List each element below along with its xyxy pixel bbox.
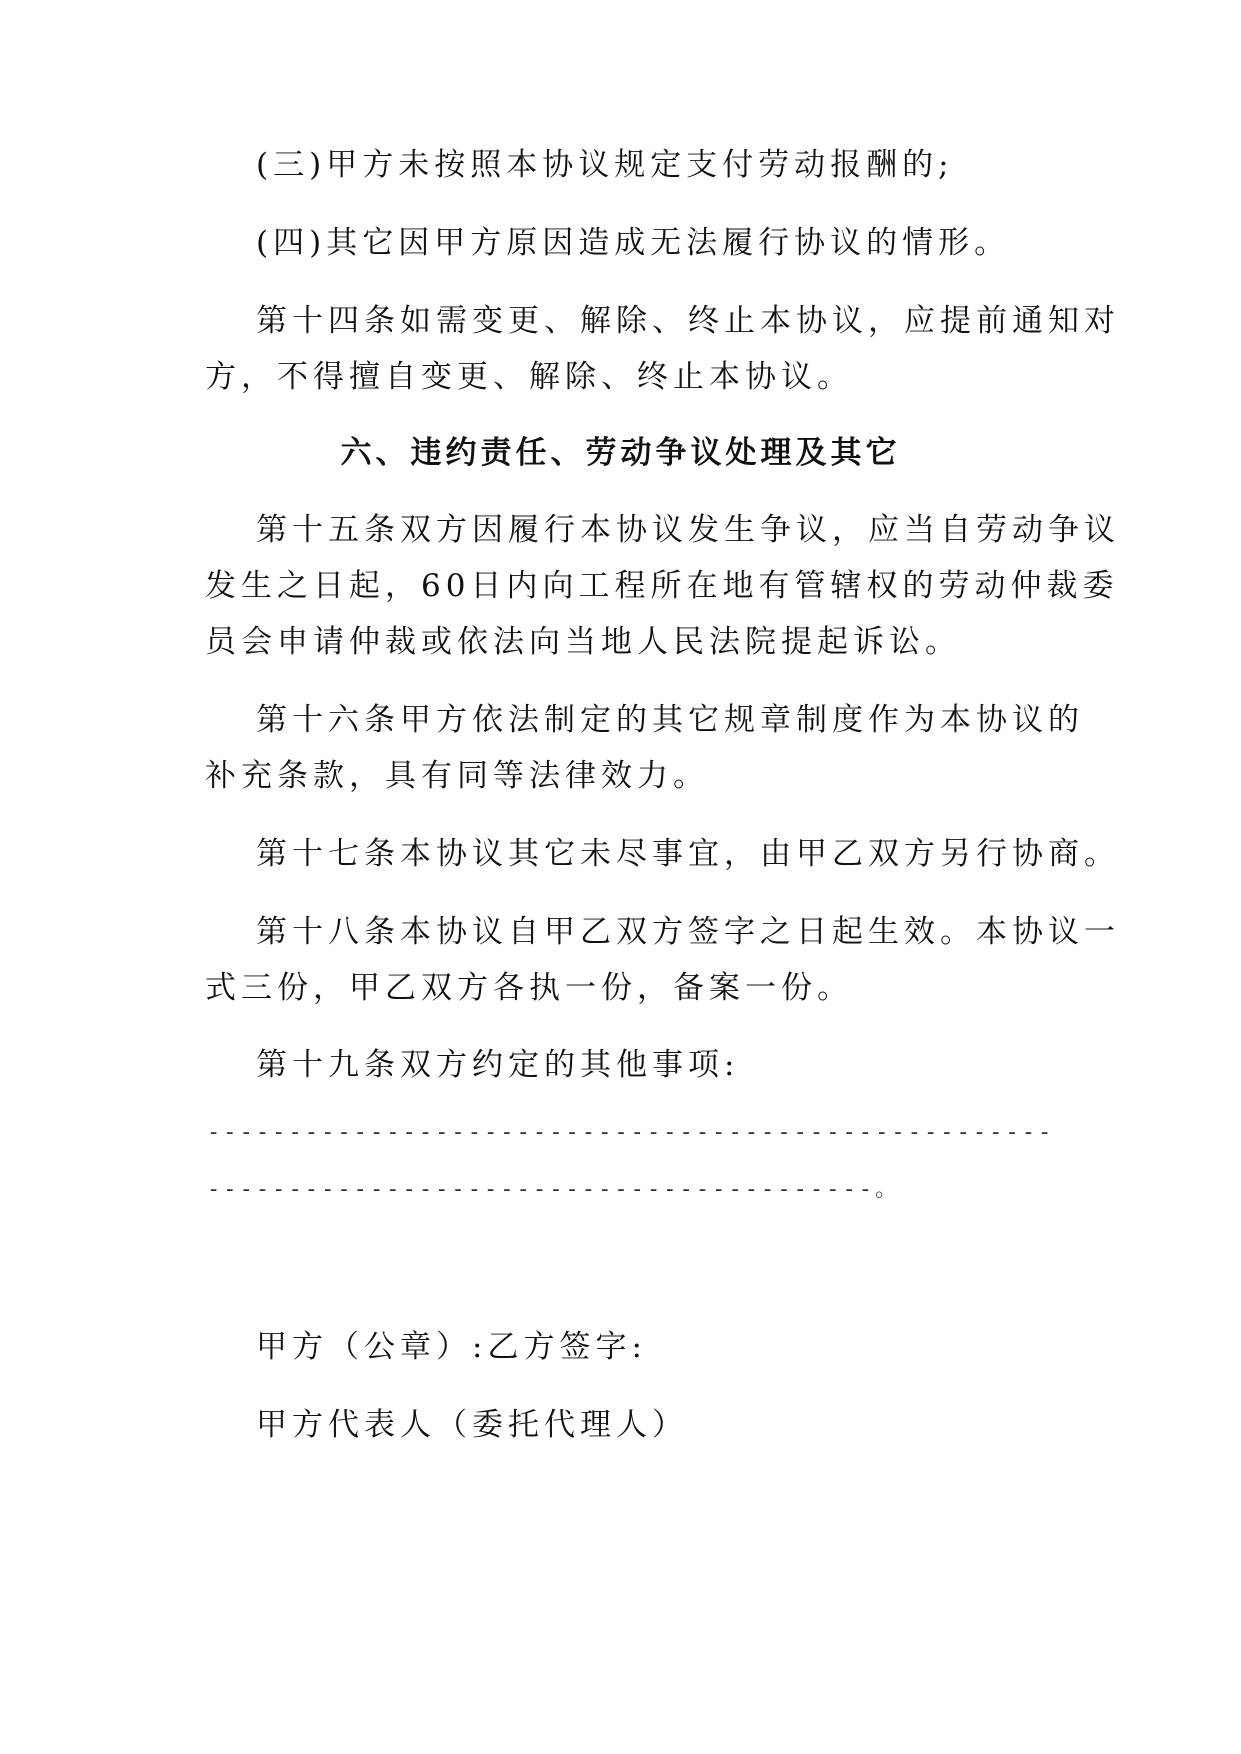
blank-dash-line-2: -----------------------------------------。 <box>207 1177 901 1202</box>
article-14-line-1: 第十四条如需变更、解除、终止本协议，应提前通知对 <box>256 303 1120 339</box>
article-18-line-1: 第十八条本协议自甲乙双方签字之日起生效。本协议一 <box>256 914 1120 950</box>
article-18-line-2: 式三份，甲乙双方各执一份，备案一份。 <box>205 970 853 1006</box>
clause-item-4: (四)其它因甲方原因造成无法履行协议的情形。 <box>256 225 1011 261</box>
article-14-line-2: 方，不得擅自变更、解除、终止本协议。 <box>205 359 853 395</box>
blank-dash-line-1: ---------------------------------------------------- <box>207 1120 1055 1145</box>
article-16-line-2: 补充条款，具有同等法律效力。 <box>205 758 709 794</box>
signature-representative-line: 甲方代表人（委托代理人） <box>256 1407 688 1443</box>
article-16-line-1: 第十六条甲方依法制定的其它规章制度作为本协议的 <box>256 702 1084 738</box>
article-17-line-1: 第十七条本协议其它未尽事宜，由甲乙双方另行协商。 <box>256 836 1120 872</box>
signature-party-line: 甲方（公章）:乙方签字: <box>256 1329 647 1365</box>
article-15-line-2: 发生之日起，60日内向工程所在地有管辖权的劳动仲裁委 <box>205 568 1119 604</box>
article-19-line-1: 第十九条双方约定的其他事项: <box>256 1047 740 1083</box>
section-heading: 六、违约责任、劳动争议处理及其它 <box>340 435 901 471</box>
clause-item-3: (三)甲方未按照本协议规定支付劳动报酬的; <box>256 147 954 183</box>
article-15-line-1: 第十五条双方因履行本协议发生争议，应当自劳动争议 <box>256 512 1120 548</box>
article-15-line-3: 员会申请仲裁或依法向当地人民法院提起诉讼。 <box>205 624 961 660</box>
